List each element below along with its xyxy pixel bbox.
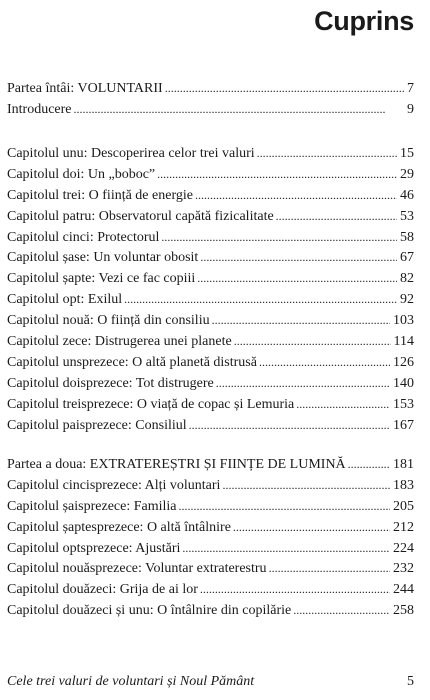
toc-entry-page-number: 92 (400, 292, 414, 308)
toc-entry-label: Capitolul unu: Descoperirea celor trei valuri (7, 146, 255, 161)
toc-entry-page-number: 103 (393, 313, 414, 329)
toc-group-part-two (7, 454, 414, 621)
toc-entry (7, 289, 414, 310)
toc-entry (7, 517, 414, 538)
toc-leader-dots (269, 558, 390, 579)
toc-entry (7, 352, 414, 373)
toc-entry (7, 600, 414, 621)
toc-group-part-one (7, 78, 414, 120)
toc-entry (7, 185, 414, 206)
page-title: Cuprins (314, 6, 414, 36)
toc-entry-page-number: 212 (393, 519, 414, 535)
toc-entry-label: Capitolul trei: O ființă de energie (7, 187, 193, 203)
toc-entry-label: Partea a doua: EXTRATEREȘTRI ȘI FIINȚE DE LUMINĂ (7, 457, 346, 472)
toc-entry-page-number: 205 (393, 498, 414, 514)
toc-entry-page-number: 224 (393, 540, 414, 556)
toc-group-part-one-chapters (7, 143, 414, 435)
toc-entry (7, 496, 414, 517)
toc-entry-label: Capitolul șaisprezece: Familia (7, 498, 177, 514)
toc-entry-page-number: 67 (400, 250, 414, 266)
toc-entry-label: Capitolul doi: Un „boboc” (7, 166, 156, 182)
toc-leader-dots (124, 289, 397, 310)
toc-entry (7, 475, 414, 496)
toc-entry (7, 310, 414, 331)
toc-entry-label: Introducere (7, 101, 72, 117)
toc-leader-dots (234, 331, 391, 352)
toc-leader-dots (222, 475, 390, 496)
toc-entry-label: Partea întâi: VOLUNTARII (7, 81, 163, 96)
toc-entry (7, 268, 414, 289)
toc-leader-dots (233, 517, 390, 538)
toc-entry (7, 247, 414, 268)
toc-entry (7, 206, 414, 227)
toc-entry-label: Capitolul douăzeci: Grija de ai lor (7, 582, 198, 598)
toc-entry-page-number: 58 (400, 229, 414, 245)
toc-entry-page-number: 258 (393, 603, 414, 619)
toc-entry-page-number: 7 (407, 81, 414, 96)
toc-entry-label: Capitolul șase: Un voluntar obosit (7, 250, 199, 266)
toc-entry-label: Capitolul unsprezece: O altă planetă distrusă (7, 354, 257, 370)
toc-entry-page-number: 29 (400, 166, 414, 182)
toc-entry-page-number: 181 (393, 457, 414, 472)
toc-entry-page-number: 82 (400, 271, 414, 287)
toc-leader-dots (165, 78, 404, 99)
toc-leader-dots (257, 143, 397, 164)
toc-leader-dots (197, 268, 397, 289)
toc-leader-dots (179, 496, 390, 517)
toc-entry-page-number: 167 (393, 417, 414, 433)
toc-entry-page-number: 15 (400, 146, 414, 161)
toc-leader-dots (200, 579, 390, 600)
toc-entry-page-number: 183 (393, 477, 414, 493)
toc-leader-dots (157, 164, 397, 185)
toc-entry-page-number: 232 (393, 561, 414, 577)
toc-entry-label: Capitolul cinci: Protectorul (7, 229, 160, 245)
footer-book-title: Cele trei valuri de voluntari și Noul Pământ (7, 674, 255, 689)
toc-entry (7, 164, 414, 185)
toc-entry-page-number: 46 (400, 187, 414, 203)
toc-entry-label: Capitolul cincisprezece: Alți voluntari (7, 477, 221, 493)
toc-entry (7, 538, 414, 559)
toc-entry-label: Capitolul douăzeci și unu: O întâlnire din copilărie (7, 603, 292, 619)
toc-entry-label: Capitolul nouăsprezece: Voluntar extraterestru (7, 561, 267, 577)
toc-entry (7, 454, 414, 475)
toc-entry-page-number: 53 (400, 208, 414, 224)
toc-entry (7, 331, 414, 352)
toc-entry-page-number: 153 (393, 396, 414, 412)
toc-entry-label: Capitolul opt: Exilul (7, 292, 123, 308)
toc-leader-dots (296, 394, 390, 415)
toc-entry (7, 78, 414, 99)
toc-entry (7, 99, 414, 120)
toc-entry-page-number: 9 (407, 101, 414, 117)
toc-leader-dots (259, 352, 390, 373)
toc-entry-label: Capitolul optsprezece: Ajustări (7, 540, 181, 556)
toc-entry (7, 415, 414, 436)
toc-entry-label: Capitolul șapte: Vezi ce fac copiii (7, 271, 196, 287)
toc-entry-page-number: 244 (393, 582, 414, 598)
toc-entry-label: Capitolul treisprezece: O viață de copac și Lemuria (7, 396, 295, 412)
toc-leader-dots (189, 415, 390, 436)
toc-leader-dots (216, 373, 390, 394)
toc-leader-dots (348, 454, 390, 475)
toc-entry-label: Capitolul zece: Distrugerea unei planete (7, 334, 232, 350)
toc-entry-page-number: 126 (393, 354, 414, 370)
toc-entry (7, 373, 414, 394)
toc-entry-label: Capitolul patru: Observatorul capătă fizicalitate (7, 208, 274, 224)
toc-leader-dots (293, 600, 390, 621)
toc-entry (7, 394, 414, 415)
toc-entry-label: Capitolul doisprezece: Tot distrugere (7, 375, 214, 391)
toc-entry (7, 558, 414, 579)
toc-leader-dots (161, 227, 397, 248)
toc-leader-dots (182, 538, 390, 559)
toc-leader-dots (276, 206, 397, 227)
toc-entry-label: Capitolul nouă: O ființă din consiliu (7, 313, 210, 329)
toc-leader-dots (200, 247, 397, 268)
toc-entry-page-number: 140 (393, 375, 414, 391)
footer-page-number: 5 (407, 674, 414, 689)
toc-entry-page-number: 114 (393, 334, 414, 350)
toc-entry-label: Capitolul șaptesprezece: O altă întâlnire (7, 519, 231, 535)
toc-entry (7, 579, 414, 600)
toc-entry (7, 227, 414, 248)
toc-entry-label: Capitolul paisprezece: Consiliul (7, 417, 187, 433)
toc-leader-dots (195, 185, 397, 206)
toc-entry (7, 143, 414, 164)
toc-leader-dots (212, 310, 390, 331)
toc-leader-dots (74, 99, 404, 120)
page-footer (7, 674, 414, 690)
